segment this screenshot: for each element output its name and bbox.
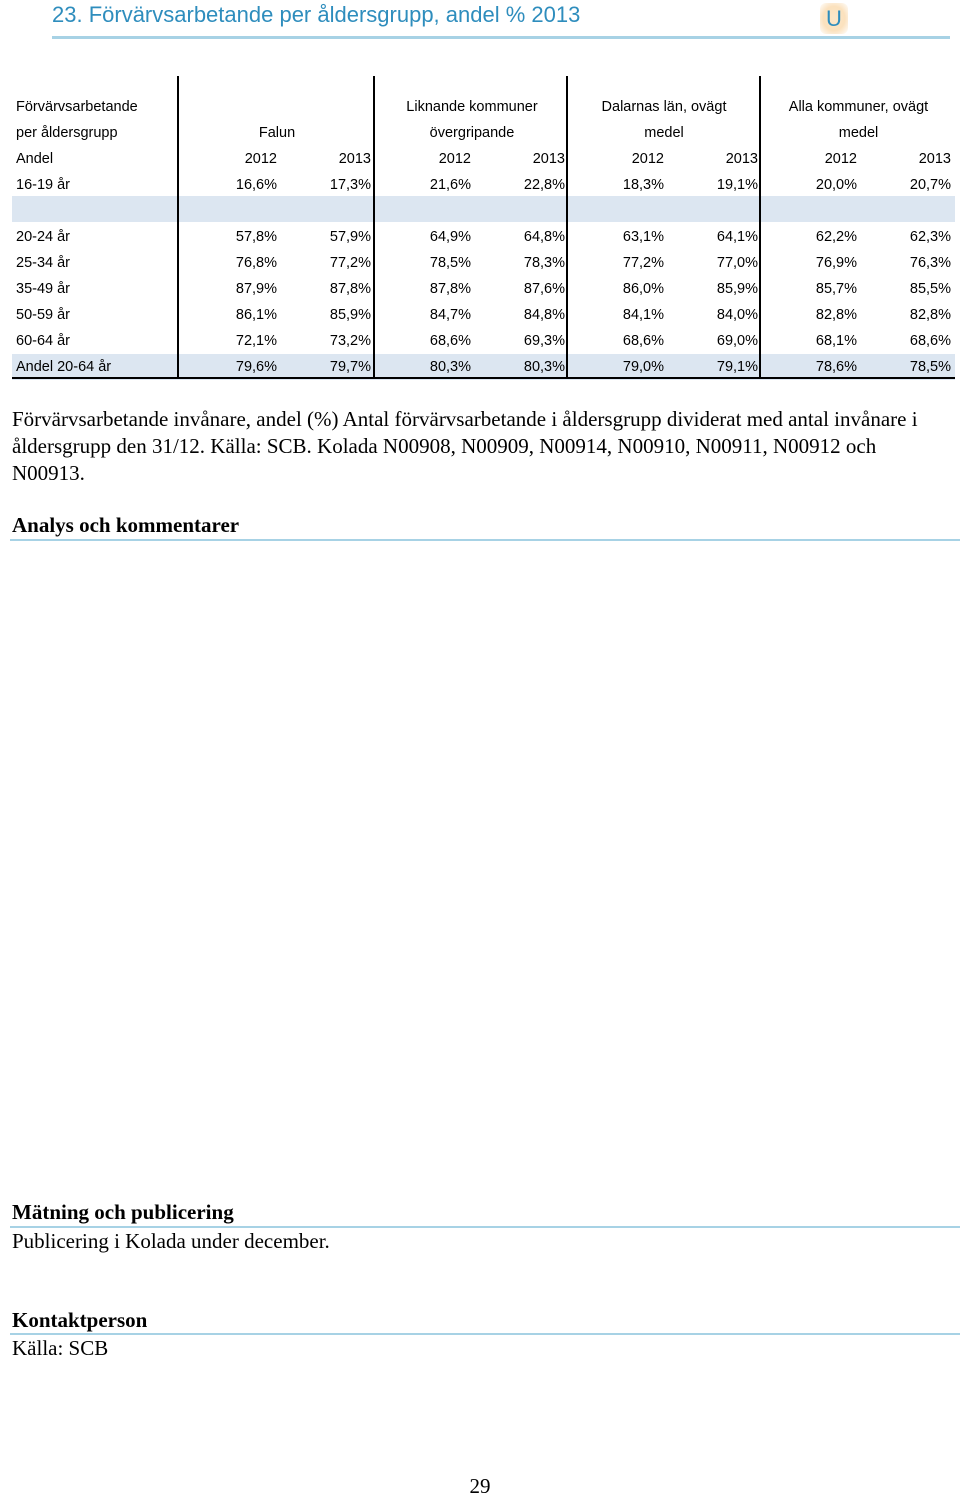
table-cell: 84,7% [429, 307, 471, 323]
table-row [12, 276, 955, 302]
title-divider [52, 36, 950, 39]
table-cell: 20,0% [815, 177, 857, 193]
analysis-divider [10, 539, 960, 541]
contact-heading: Kontaktperson [12, 1308, 148, 1332]
table-cell: 78,6% [815, 359, 857, 375]
table-cell: 85,9% [329, 307, 371, 323]
table-cell: 16,6% [235, 177, 277, 193]
table-header-row-years [12, 146, 955, 172]
row-label: 35-49 år [16, 281, 71, 297]
header-group-falun: Falun [258, 125, 296, 141]
table-cell: 20,7% [909, 177, 951, 193]
table-cell: 85,5% [909, 281, 951, 297]
table-header-row-1 [12, 94, 955, 120]
header-group-county: Dalarnas län, ovägt [601, 99, 727, 115]
table-row [12, 328, 955, 354]
table-cell: 80,3% [429, 359, 471, 375]
row-label: 60-64 år [16, 333, 71, 349]
table-cell: 79,7% [329, 359, 371, 375]
column-divider [759, 76, 761, 379]
table-cell: 68,6% [429, 333, 471, 349]
header-group-similar: övergripande [429, 125, 515, 141]
year-header: 2012 [631, 151, 664, 167]
table-cell: 76,3% [909, 255, 951, 271]
table-cell: 64,1% [716, 229, 758, 245]
table-cell: 68,1% [815, 333, 857, 349]
table-cell: 69,0% [716, 333, 758, 349]
contact-divider [10, 1333, 960, 1335]
table-cell: 86,1% [235, 307, 277, 323]
employment-table [12, 76, 955, 379]
measurement-divider [10, 1226, 960, 1228]
table-cell: 62,3% [909, 229, 951, 245]
table-cell: 84,8% [523, 307, 565, 323]
table-cell: 79,6% [235, 359, 277, 375]
table-cell: 21,6% [429, 177, 471, 193]
year-header: 2013 [918, 151, 951, 167]
column-divider [177, 76, 179, 379]
table-cell: 78,3% [523, 255, 565, 271]
row-label: Andel 20-64 år [16, 359, 112, 375]
year-header: 2013 [532, 151, 565, 167]
header-group-all: Alla kommuner, ovägt [788, 99, 929, 115]
table-cell: 78,5% [429, 255, 471, 271]
page-number: 29 [469, 1474, 491, 1498]
table-cell: 64,9% [429, 229, 471, 245]
table-cell: 85,7% [815, 281, 857, 297]
table-cell: 68,6% [909, 333, 951, 349]
table-cell: 57,9% [329, 229, 371, 245]
category-badge: U [820, 3, 848, 34]
table-cell: 19,1% [716, 177, 758, 193]
table-cell: 86,0% [622, 281, 664, 297]
header-label: Förvärvsarbetande [16, 99, 138, 115]
year-header: 2012 [824, 151, 857, 167]
table-cell: 87,8% [429, 281, 471, 297]
row-label: 20-24 år [16, 229, 71, 245]
table-row [12, 302, 955, 328]
table-bottom-border [12, 377, 955, 379]
table-cell: 76,9% [815, 255, 857, 271]
table-cell: 87,8% [329, 281, 371, 297]
year-header: 2013 [725, 151, 758, 167]
table-cell: 64,8% [523, 229, 565, 245]
table-cell: 63,1% [622, 229, 664, 245]
table-cell: 62,2% [815, 229, 857, 245]
header-group-all: medel [838, 125, 879, 141]
table-cell: 78,5% [909, 359, 951, 375]
indicator-description: Förvärvsarbetande invånare, andel (%) Antal förvärvsarbetande i åldersgrupp dividerat med antal invånare i åldersgrupp den 31/12. Källa: SCB. Kolada N00908, N00909, N00914, N00910, N00911, N00912 och N00913. [12, 407, 918, 485]
table-spacer-row [12, 196, 955, 222]
table-cell: 87,6% [523, 281, 565, 297]
table-cell: 80,3% [523, 359, 565, 375]
table-cell: 82,8% [909, 307, 951, 323]
table-cell: 82,8% [815, 307, 857, 323]
table-cell: 76,8% [235, 255, 277, 271]
row-label: 25-34 år [16, 255, 71, 271]
contact-text: Källa: SCB [12, 1336, 109, 1360]
table-row [12, 172, 955, 198]
header-label: per åldersgrupp [16, 125, 118, 141]
column-divider [373, 76, 375, 379]
table-cell: 77,0% [716, 255, 758, 271]
row-label: 50-59 år [16, 307, 71, 323]
table-cell: 17,3% [329, 177, 371, 193]
table-cell: 22,8% [523, 177, 565, 193]
table-cell: 77,2% [622, 255, 664, 271]
table-row [12, 224, 955, 250]
measurement-heading: Mätning och publicering [12, 1200, 234, 1224]
table-cell: 18,3% [622, 177, 664, 193]
table-cell: 57,8% [235, 229, 277, 245]
table-cell: 84,1% [622, 307, 664, 323]
row-label: 16-19 år [16, 177, 71, 193]
table-cell: 72,1% [235, 333, 277, 349]
column-divider [566, 76, 568, 379]
header-label: Andel [16, 151, 54, 167]
table-cell: 69,3% [523, 333, 565, 349]
table-cell: 77,2% [329, 255, 371, 271]
table-cell: 79,1% [716, 359, 758, 375]
table-row [12, 250, 955, 276]
year-header: 2013 [338, 151, 371, 167]
measurement-text: Publicering i Kolada under december. [12, 1229, 330, 1253]
header-group-similar: Liknande kommuner [406, 99, 538, 115]
page-title: 23. Förvärvsarbetande per åldersgrupp, andel % 2013 [52, 2, 581, 27]
table-cell: 87,9% [235, 281, 277, 297]
table-cell: 68,6% [622, 333, 664, 349]
table-header-row-2 [12, 120, 955, 146]
table-cell: 79,0% [622, 359, 664, 375]
header-group-county: medel [644, 125, 684, 141]
year-header: 2012 [244, 151, 277, 167]
table-cell: 73,2% [329, 333, 371, 349]
table-cell: 84,0% [716, 307, 758, 323]
table-cell: 85,9% [716, 281, 758, 297]
analysis-heading: Analys och kommentarer [12, 513, 240, 537]
year-header: 2012 [438, 151, 471, 167]
